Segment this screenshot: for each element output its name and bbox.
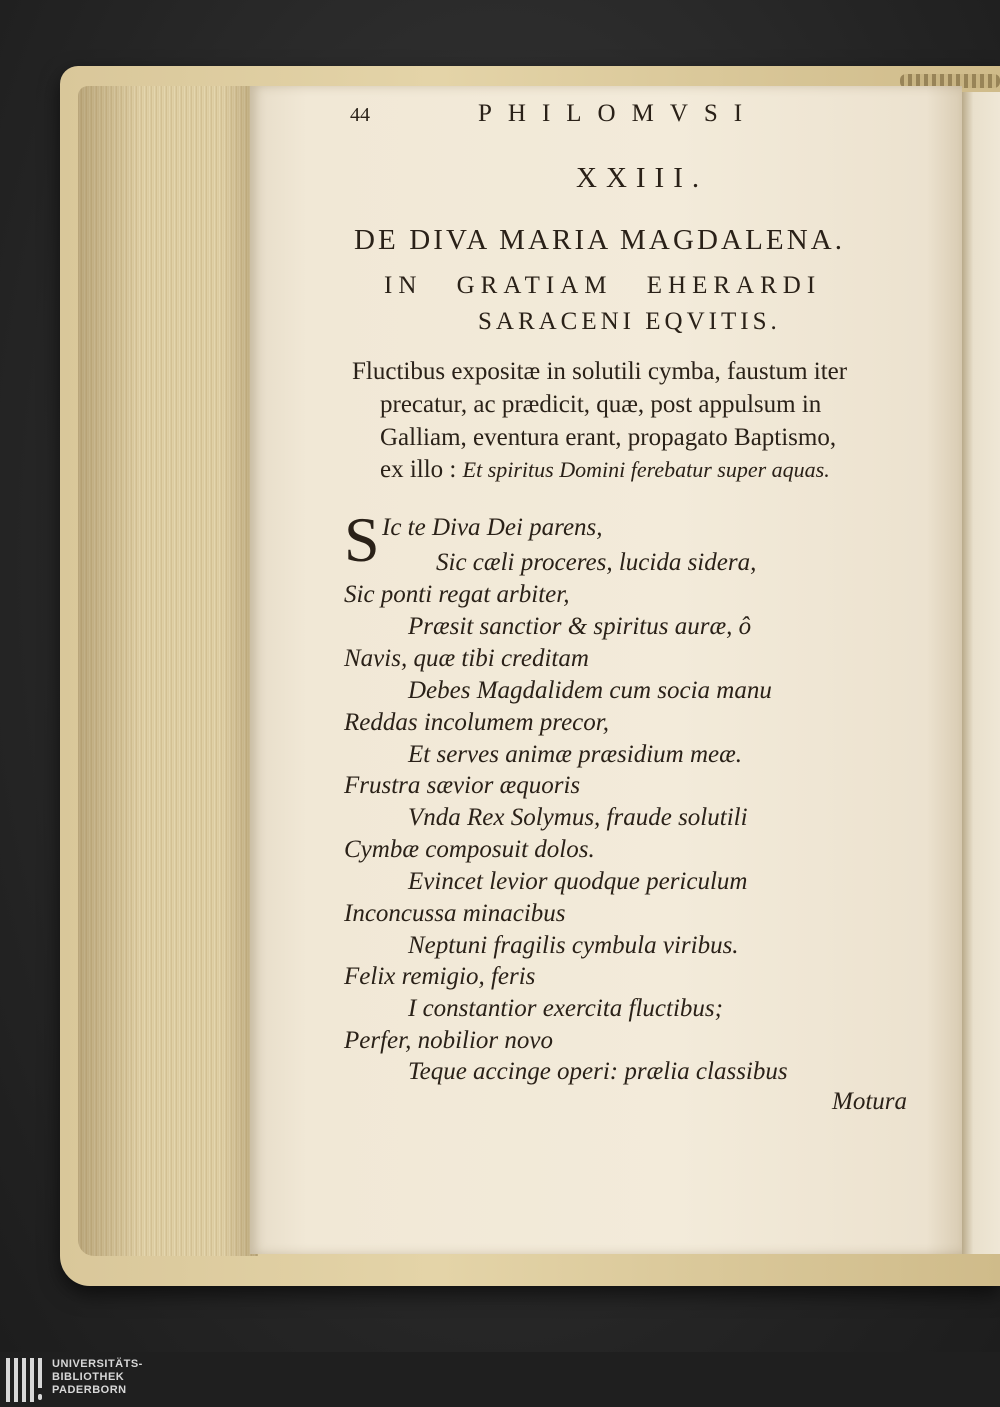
facing-page [962, 92, 1000, 1254]
page-edges-shade [78, 86, 258, 1256]
library-logo-text [52, 1358, 143, 1397]
verse-line: Debes Magdalidem cum socia manu [408, 677, 772, 704]
catchword: Motura [832, 1088, 907, 1115]
verse-line: Evincet levior quodque periculum [408, 868, 748, 895]
verse-line: I constantior exercita fluctibus; [408, 995, 723, 1022]
drop-cap: S [344, 504, 380, 575]
argument-line: Fluctibus expositæ in solutili cymba, faustum iter [352, 358, 848, 385]
verse-line: Frustra sævior æquoris [344, 772, 581, 799]
poem-number: XXIII. [576, 162, 709, 194]
verse-line: Teque accinge operi: prælia classibus [408, 1058, 788, 1085]
verse-line: Sic cæli proceres, lucida sidera, [436, 549, 757, 576]
verse-line: Felix remigio, feris [344, 963, 536, 990]
library-logo-line: PADERBORN [52, 1384, 127, 1396]
poem-dedication-name: SARACENI EQVITIS. [478, 308, 781, 335]
verse-line: Cymbæ composuit dolos. [344, 836, 595, 863]
poem-dedication: IN GRATIAM EHERARDI [384, 272, 822, 299]
verse-line: Et serves animæ præsidium meæ. [408, 741, 743, 768]
verse-line: Præsit sanctior & spiritus auræ, ô [408, 613, 752, 640]
library-logo-line: BIBLIOTHEK [52, 1371, 125, 1383]
argument-line-roman: ex illo : [380, 456, 463, 483]
verse-line: Neptuni fragilis cymbula viribus. [408, 932, 739, 959]
argument-line: precatur, ac prædicit, quæ, post appulsum in [380, 391, 822, 418]
argument-line [380, 456, 830, 484]
verse-line: Reddas incolumem precor, [344, 709, 609, 736]
argument-quote: Et spiritus Domini ferebatur super aquas. [462, 457, 830, 482]
library-footer [0, 1352, 1000, 1407]
verse-line: Navis, quæ tibi creditam [344, 645, 589, 672]
library-logo-line: UNIVERSITÄTS- [52, 1358, 143, 1370]
argument-line: Galliam, eventura erant, propagato Baptismo, [380, 424, 837, 451]
running-head: PHILOMVSI [478, 100, 759, 127]
poem-title: DE DIVA MARIA MAGDALENA. [354, 224, 846, 256]
verse-line: Inconcussa minacibus [344, 900, 566, 927]
verse-line: Sic ponti regat arbiter, [344, 581, 570, 608]
verse-line: Perfer, nobilior novo [344, 1027, 554, 1054]
page-number: 44 [350, 104, 370, 126]
verse-line: Ic te Diva Dei parens, [382, 514, 603, 541]
library-logo-icon [6, 1358, 46, 1402]
verse-line: Vnda Rex Solymus, fraude solutili [408, 804, 748, 831]
